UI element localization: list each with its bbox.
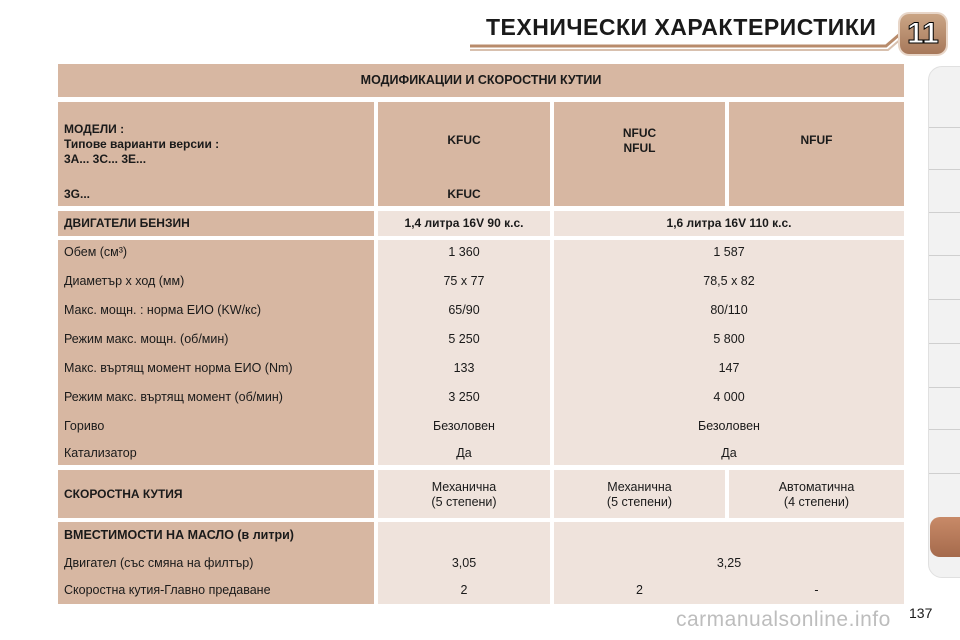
- spec-value: 3 250: [448, 390, 480, 404]
- oil-label: Двигател (със смяна на филтър): [64, 556, 254, 570]
- spec-label: Катализатор: [64, 446, 137, 460]
- spec-value: 75 x 77: [443, 274, 485, 288]
- spec-value: 1 360: [448, 245, 480, 259]
- chapter-tab-active[interactable]: [930, 517, 960, 557]
- oil-value: 3,25: [716, 556, 742, 570]
- oil-value: 2: [460, 583, 468, 597]
- spec-label: Режим макс. въртящ момент (об/мин): [64, 390, 283, 404]
- spec-label: Диаметър x ход (мм): [64, 274, 185, 288]
- spec-value: Да: [456, 446, 472, 460]
- gearbox-col1-cell: [378, 470, 550, 518]
- spec-value: 5 250: [448, 332, 480, 346]
- spec-label: Гориво: [64, 419, 105, 433]
- engine-col1-header: 1,4 литра 16V 90 к.с.: [378, 211, 550, 236]
- watermark: carmanualsonline.info: [676, 608, 891, 631]
- spec-value: 1 587: [713, 245, 745, 259]
- models-col3-cell: [729, 102, 904, 206]
- models-col2-cell: [554, 102, 725, 206]
- spec-value: 65/90: [448, 303, 480, 317]
- spec-label: Обем (см³): [64, 245, 128, 259]
- oil-value: 2: [636, 583, 643, 597]
- table-caption: МОДИФИКАЦИИ И СКОРОСТНИ КУТИИ: [58, 64, 904, 97]
- spec-value: Да: [721, 446, 737, 460]
- chapter-badge: 11: [900, 14, 946, 54]
- models-label-line: 3A... 3C... 3E...: [64, 152, 147, 166]
- models-label-line: МОДЕЛИ :: [64, 122, 125, 136]
- oil-label: Скоростна кутия-Главно предаване: [64, 583, 271, 597]
- gearbox-type: Механична: [607, 480, 672, 494]
- page-title: ТЕХНИЧЕСКИ ХАРАКТЕРИСТИКИ: [486, 14, 877, 40]
- models-col1-cell: [378, 102, 550, 206]
- spec-label: Макс. мощн. : норма ЕИО (KW/кс): [64, 303, 262, 317]
- gearbox-col3-cell: [729, 470, 904, 518]
- spec-value: 147: [718, 361, 740, 375]
- page-number: 137: [909, 605, 933, 621]
- spec-label: Макс. въртящ момент норма ЕИО (Nm): [64, 361, 293, 375]
- gearbox-gears: (4 степени): [783, 495, 850, 509]
- gearbox-gears: (5 степени): [606, 495, 673, 509]
- model-code: KFUC: [447, 133, 481, 147]
- spec-value: 5 800: [713, 332, 745, 346]
- oil-value: -: [814, 583, 819, 597]
- models-label-3g: 3G...: [64, 187, 91, 201]
- model-code: KFUC: [447, 187, 481, 201]
- gearbox-type: Механична: [431, 480, 497, 494]
- models-label-line: Типове варианти версии :: [64, 137, 220, 151]
- models-label-cell: [58, 102, 374, 206]
- spec-value: 133: [453, 361, 475, 375]
- gearbox-type: Автоматична: [778, 480, 855, 494]
- spec-value: 80/110: [710, 303, 748, 317]
- oil-value: 3,05: [451, 556, 477, 570]
- engine-col2-header: 1,6 литра 16V 110 к.с.: [554, 211, 904, 236]
- spec-value: Безоловен: [698, 419, 760, 433]
- gearbox-label-cell: СКОРОСТНА КУТИЯ: [58, 470, 374, 518]
- spec-value: Безоловен: [433, 419, 495, 433]
- model-code: NFUF: [800, 133, 833, 147]
- spec-label: Режим макс. мощн. (об/мин): [64, 332, 229, 346]
- gearbox-gears: (5 степени): [431, 495, 497, 509]
- oil-section-title: ВМЕСТИМОСТИ НА МАСЛО (в литри): [64, 528, 294, 542]
- engines-label-cell: ДВИГАТЕЛИ БЕНЗИН: [58, 211, 374, 236]
- gearbox-col2-cell: [554, 470, 725, 518]
- model-code: NFUL: [623, 141, 656, 155]
- spec-value: 4 000: [713, 390, 745, 404]
- chapter-tabs[interactable]: [928, 66, 960, 578]
- spec-value: 78,5 x 82: [703, 274, 755, 288]
- model-code: NFUC: [622, 126, 657, 140]
